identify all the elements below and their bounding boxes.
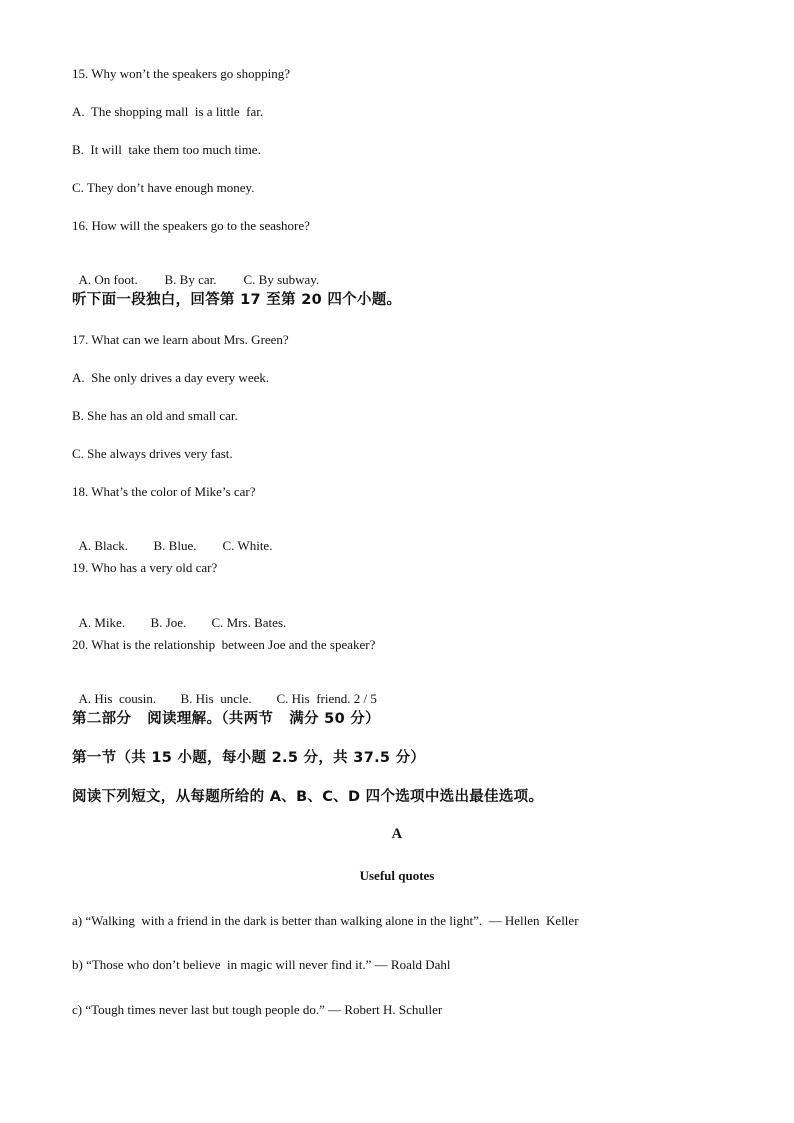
q20-options bbox=[72, 675, 377, 707]
q18-option-b: B. Blue. bbox=[153, 538, 197, 553]
passage-label: A bbox=[391, 826, 403, 842]
q18-option-c: C. White. bbox=[222, 538, 273, 553]
q15-option-a: A. The shopping mall is a little far. bbox=[72, 104, 264, 119]
q16-option-a: A. On foot. bbox=[78, 272, 138, 287]
part2-section1-heading: 第一节（共 15 小题，每小题 2.5 分，共 37.5 分） bbox=[72, 750, 426, 766]
q19-option-c: C. Mrs. Bates. bbox=[211, 615, 287, 630]
q17-option-a: A. She only drives a day every week. bbox=[72, 370, 270, 385]
q20-stem: 20. What is the relationship between Joe and the speaker? bbox=[72, 637, 376, 652]
q16-option-b: B. By car. bbox=[164, 272, 217, 287]
q15-stem: 15. Why won’t the speakers go shopping? bbox=[72, 66, 290, 81]
passage-title: Useful quotes bbox=[359, 868, 435, 883]
q17-option-c: C. She always drives very fast. bbox=[72, 446, 233, 461]
q20-option-c: C. His friend. bbox=[276, 691, 351, 706]
q20-option-a: A. His cousin. bbox=[78, 691, 157, 706]
q16-option-c: C. By subway. bbox=[243, 272, 320, 287]
quote-c: c) “Tough times never last but tough people do.” — Robert H. Schuller bbox=[72, 1002, 443, 1017]
q16-stem: 16. How will the speakers go to the seashore? bbox=[72, 218, 310, 233]
part2-heading: 第二部分 阅读理解。（共两节 满分 50 分） bbox=[72, 711, 380, 727]
q19-option-b: B. Joe. bbox=[150, 615, 187, 630]
q17-option-b: B. She has an old and small car. bbox=[72, 408, 238, 423]
quote-a: a) “Walking with a friend in the dark is better than walking alone in the light”. — Hellen Keller bbox=[72, 913, 579, 928]
part2-instruction: 阅读下列短文，从每题所给的 A、B、C、D 四个选项中选出最佳选项。 bbox=[72, 789, 544, 805]
q17-stem: 17. What can we learn about Mrs. Green? bbox=[72, 332, 289, 347]
q18-option-a: A. Black. bbox=[78, 538, 128, 553]
q15-option-c: C. They don’t have enough money. bbox=[72, 180, 255, 195]
q18-options bbox=[72, 522, 272, 554]
q15-option-b: B. It will take them too much time. bbox=[72, 142, 261, 157]
page-number: 2 / 5 bbox=[353, 691, 377, 706]
quote-b: b) “Those who don’t believe in magic will never find it.” — Roald Dahl bbox=[72, 957, 451, 972]
q19-option-a: A. Mike. bbox=[78, 615, 126, 630]
q18-stem: 18. What’s the color of Mike’s car? bbox=[72, 484, 256, 499]
q19-stem: 19. Who has a very old car? bbox=[72, 560, 218, 575]
q19-options bbox=[72, 599, 286, 631]
listening-section-instruction: 听下面一段独白，回答第 17 至第 20 四个小题。 bbox=[72, 292, 402, 308]
q20-option-b: B. His uncle. bbox=[180, 691, 252, 706]
q16-options bbox=[72, 256, 319, 288]
